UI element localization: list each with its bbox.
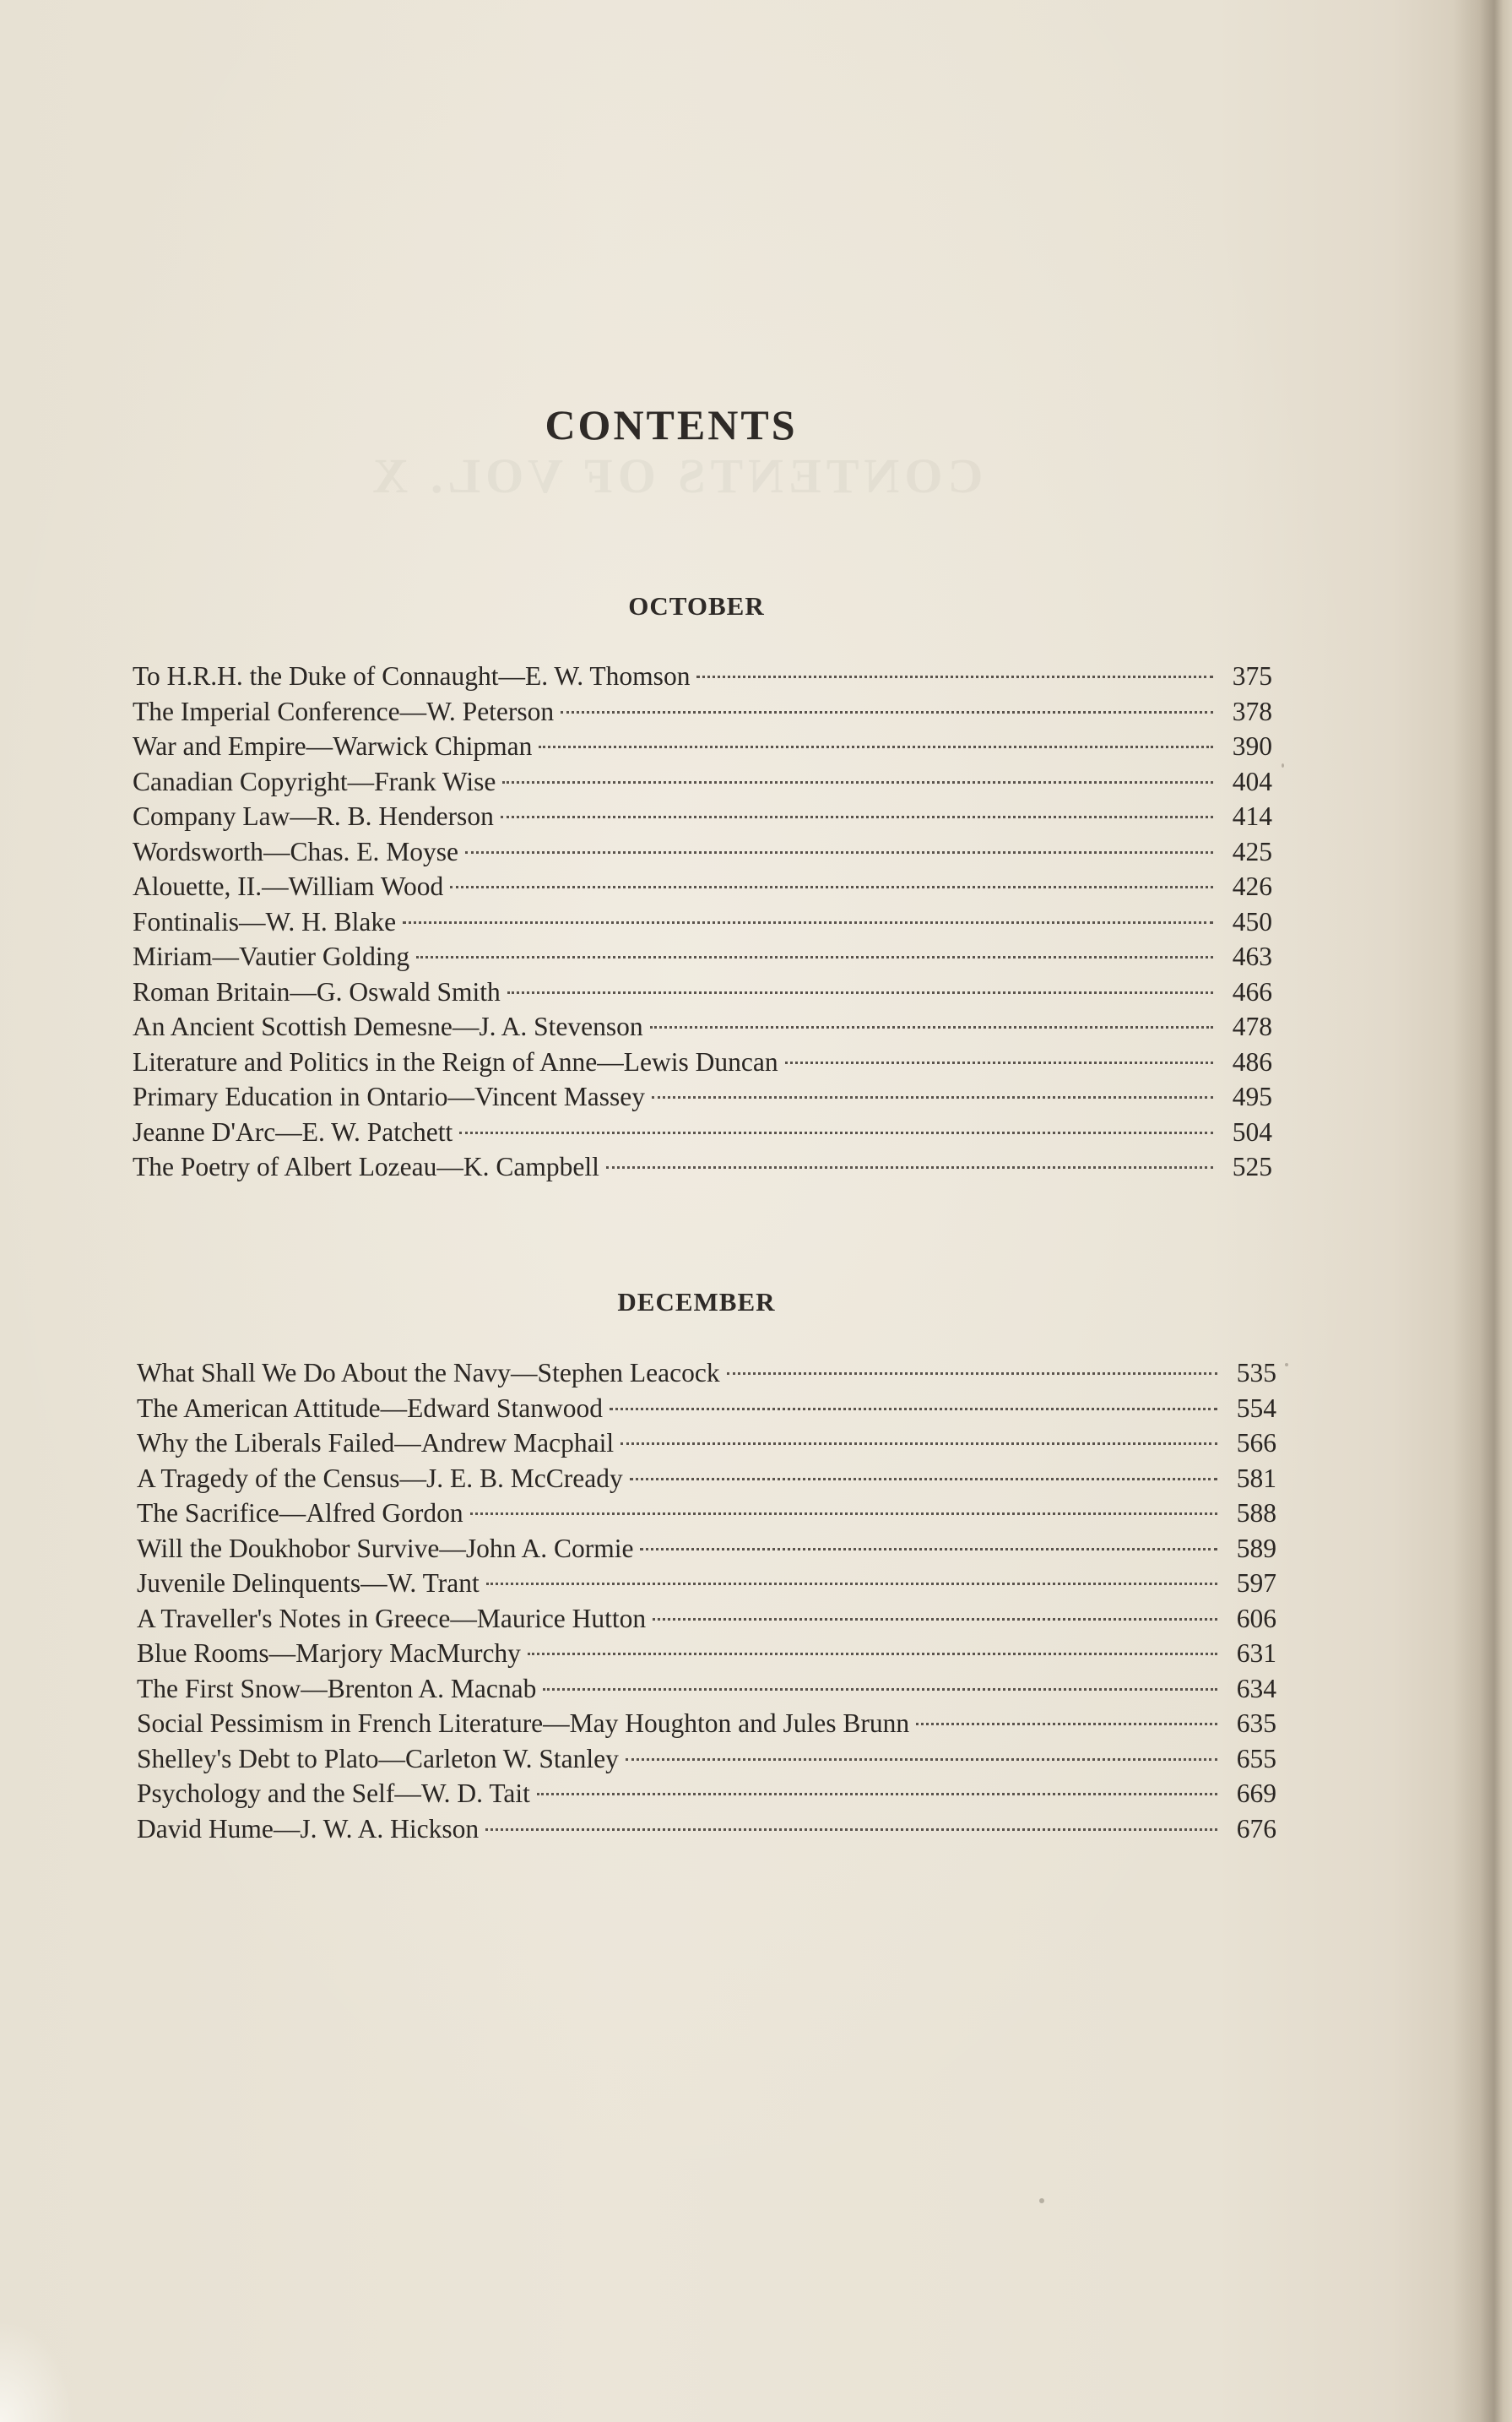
toc-entry-page-number: 606	[1236, 1603, 1276, 1633]
dot-leader	[626, 1758, 1217, 1761]
toc-entry-title: Why the Liberals Failed—Andrew Macphail	[137, 1428, 615, 1458]
toc-entry	[133, 1045, 1272, 1080]
toc-entry-title: War and Empire—Warwick Chipman	[133, 731, 533, 761]
dot-leader	[696, 676, 1213, 678]
toc-entry	[133, 729, 1272, 764]
dot-leader	[785, 1062, 1213, 1064]
dot-leader	[537, 1793, 1217, 1795]
toc-list-october	[133, 659, 1272, 1185]
dot-leader	[450, 886, 1213, 888]
toc-entry	[137, 1496, 1276, 1531]
toc-entry-page-number: 495	[1232, 1082, 1272, 1111]
dot-leader	[652, 1096, 1213, 1099]
toc-entry-title: Will the Doukhobor Survive—John A. Cormie	[137, 1533, 634, 1563]
paper-speck	[1285, 1363, 1288, 1366]
paper-speck	[1282, 763, 1284, 768]
toc-entry	[133, 764, 1272, 800]
toc-entry-page-number: 655	[1236, 1743, 1276, 1773]
toc-entry	[133, 659, 1272, 694]
toc-entry-title: Social Pessimism in French Literature—May Houghton and Jules Brunn	[137, 1708, 910, 1738]
toc-entry-page-number: 414	[1232, 801, 1272, 831]
toc-entry-title: Miriam—Vautier Golding	[133, 942, 410, 971]
toc-entry	[137, 1391, 1276, 1426]
toc-entry-title: Primary Education in Ontario—Vincent Massey	[133, 1082, 645, 1111]
toc-entry-title: Wordsworth—Chas. E. Moyse	[133, 836, 458, 866]
dot-leader	[465, 851, 1213, 854]
toc-entry-title: Canadian Copyright—Frank Wise	[133, 766, 496, 796]
toc-entry	[137, 1706, 1276, 1741]
dot-leader	[507, 991, 1213, 994]
toc-list-december	[137, 1355, 1276, 1846]
toc-entry-page-number: 426	[1232, 872, 1272, 901]
dot-leader	[640, 1548, 1217, 1550]
dot-leader	[610, 1408, 1217, 1410]
toc-entry-title: Literature and Politics in the Reign of Anne—Lewis Duncan	[133, 1046, 778, 1077]
toc-entry	[137, 1531, 1276, 1567]
page-title: CONTENTS	[545, 401, 798, 448]
toc-entry-page-number: 378	[1232, 696, 1272, 726]
paper-speck	[1039, 2198, 1044, 2203]
toc-entry-page-number: 425	[1232, 836, 1272, 866]
toc-entry-title: A Tragedy of the Census—J. E. B. McCready	[137, 1463, 623, 1493]
toc-entry-page-number: 404	[1232, 766, 1272, 796]
toc-entry-page-number: 535	[1236, 1358, 1276, 1387]
bleed-through-text: CONTENTS OF VOL. X	[367, 448, 984, 503]
toc-entry-page-number: 669	[1236, 1778, 1276, 1808]
dot-leader	[403, 921, 1213, 924]
toc-entry-title: Company Law—R. B. Henderson	[133, 801, 494, 831]
toc-entry-title: Fontinalis—W. H. Blake	[133, 906, 397, 937]
toc-entry	[137, 1636, 1276, 1671]
toc-entry-title: The American Attitude—Edward Stanwood	[137, 1393, 604, 1423]
toc-entry	[133, 904, 1272, 940]
toc-entry	[137, 1426, 1276, 1461]
toc-entry-page-number: 450	[1232, 906, 1272, 937]
toc-entry	[133, 975, 1272, 1010]
toc-entry	[137, 1355, 1276, 1391]
dot-leader	[502, 781, 1213, 784]
toc-entry-title: Blue Rooms—Marjory MacMurchy	[137, 1638, 521, 1668]
toc-entry-title: David Hume—J. W. A. Hickson	[137, 1813, 480, 1844]
dot-leader	[539, 746, 1213, 748]
toc-entry-page-number: 466	[1232, 976, 1272, 1007]
toc-entry	[133, 799, 1272, 834]
dot-leader	[485, 1828, 1217, 1831]
toc-entry	[133, 1079, 1272, 1115]
toc-entry	[137, 1461, 1276, 1496]
dot-leader	[630, 1478, 1217, 1480]
dot-leader	[459, 1132, 1213, 1134]
dot-leader	[543, 1688, 1217, 1691]
toc-entry	[137, 1741, 1276, 1777]
toc-entry-page-number: 635	[1236, 1708, 1276, 1738]
toc-entry	[133, 1149, 1272, 1185]
toc-entry	[133, 1009, 1272, 1045]
toc-entry	[137, 1566, 1276, 1601]
page-corner-shade	[0, 2321, 76, 2422]
toc-entry-title: To H.R.H. the Duke of Connaught—E. W. Thomson	[133, 661, 691, 691]
toc-entry	[133, 694, 1272, 730]
toc-entry-title: Shelley's Debt to Plato—Carleton W. Stanley	[137, 1743, 619, 1773]
toc-entry-title: A Traveller's Notes in Greece—Maurice Hutton	[137, 1603, 647, 1633]
toc-entry-title: Jeanne D'Arc—E. W. Patchett	[133, 1116, 453, 1147]
toc-entry-page-number: 676	[1236, 1813, 1276, 1844]
toc-entry-page-number: 588	[1236, 1498, 1276, 1528]
toc-entry-page-number: 597	[1236, 1568, 1276, 1598]
toc-entry	[137, 1671, 1276, 1707]
toc-entry-page-number: 566	[1236, 1428, 1276, 1458]
toc-entry	[133, 1115, 1272, 1150]
toc-entry-title: The First Snow—Brenton A. Macnab	[137, 1673, 537, 1703]
toc-entry-page-number: 478	[1232, 1012, 1272, 1041]
section-heading-december: DECEMBER	[617, 1287, 776, 1317]
dot-leader	[486, 1583, 1217, 1585]
page-binding-edge	[1453, 0, 1512, 2422]
toc-entry	[137, 1811, 1276, 1847]
dot-leader	[501, 816, 1213, 818]
toc-entry	[133, 834, 1272, 870]
toc-entry-page-number: 525	[1232, 1152, 1272, 1181]
toc-entry-page-number: 463	[1232, 942, 1272, 971]
toc-entry-title: Psychology and the Self—W. D. Tait	[137, 1778, 530, 1808]
dot-leader	[606, 1166, 1213, 1169]
toc-entry	[133, 869, 1272, 904]
toc-entry	[137, 1601, 1276, 1637]
toc-entry-page-number: 375	[1232, 661, 1272, 691]
dot-leader	[727, 1372, 1217, 1375]
dot-leader	[621, 1442, 1217, 1445]
dot-leader	[561, 711, 1213, 714]
dot-leader	[470, 1512, 1217, 1515]
toc-entry-title: What Shall We Do About the Navy—Stephen Leacock	[137, 1358, 720, 1387]
toc-entry-title: Juvenile Delinquents—W. Trant	[137, 1568, 480, 1598]
toc-entry-page-number: 581	[1236, 1463, 1276, 1493]
toc-entry	[137, 1776, 1276, 1811]
toc-entry-page-number: 390	[1232, 731, 1272, 761]
toc-entry-page-number: 631	[1236, 1638, 1276, 1668]
dot-leader	[916, 1723, 1217, 1725]
toc-entry-title: The Sacrifice—Alfred Gordon	[137, 1498, 463, 1528]
toc-entry-page-number: 554	[1236, 1393, 1276, 1423]
toc-entry-title: An Ancient Scottish Demesne—J. A. Stevenson	[133, 1012, 643, 1041]
dot-leader	[416, 956, 1213, 958]
dot-leader	[650, 1026, 1213, 1029]
dot-leader	[653, 1618, 1217, 1621]
dot-leader	[528, 1653, 1217, 1655]
section-heading-october: OCTOBER	[628, 591, 765, 621]
toc-entry-page-number: 634	[1236, 1673, 1276, 1703]
toc-entry-title: Alouette, II.—William Wood	[133, 872, 444, 901]
toc-entry-page-number: 486	[1232, 1046, 1272, 1077]
toc-entry-title: Roman Britain—G. Oswald Smith	[133, 976, 501, 1007]
toc-entry-title: The Imperial Conference—W. Peterson	[133, 696, 555, 726]
toc-entry	[133, 939, 1272, 975]
toc-entry-title: The Poetry of Albert Lozeau—K. Campbell	[133, 1152, 599, 1181]
toc-entry-page-number: 589	[1236, 1533, 1276, 1563]
toc-entry-page-number: 504	[1232, 1116, 1272, 1147]
